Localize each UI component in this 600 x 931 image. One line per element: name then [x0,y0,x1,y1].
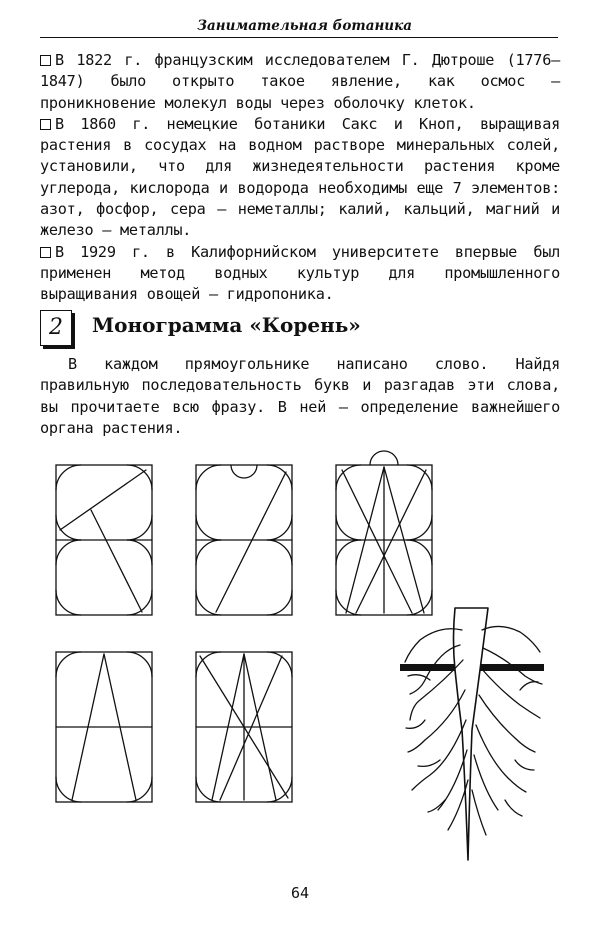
monogram-3 [336,451,432,615]
page-number: 64 [290,884,310,902]
monogram-2 [196,465,292,615]
task-text: В каждом прямоугольнике написано слово. Найдя правильную последовательность букв и разгадав эти слова, вы прочитаете всю фразу. В ней — определение важнейшего органа растения. [40,355,560,437]
fact-text: В 1822 г. французским исследователем Г. Дютроше (1776—1847) было открыто такое явление, как осмос — проникновение молекул воды через оболочку клеток. [40,51,560,112]
monogram-4 [56,652,152,802]
monogram-1 [56,465,152,615]
fact-text: В 1929 г. в Калифорнийском университете впервые был применен метод водных культур для промышленного выращивания овощей — гидропоника. [40,242,560,304]
section-title: Монограмма «Корень» [92,313,361,337]
fact-text: В 1860 г. немецкие ботаники Сакс и Кноп, выращивая растения в сосудах на водном растворе минеральных солей, установили, что для жизнедеятельности растения кроме углерода, кислорода и водорода необходимы еще 7 элементов: азот, фосфор, сера — неметаллы; калий, кальций, магний и железо — металлы. [40,114,560,240]
header-title: Занимательная ботаника [197,18,412,34]
root-illustration [400,608,544,860]
section-number: 2 [40,310,72,346]
monogram-5 [196,652,292,802]
